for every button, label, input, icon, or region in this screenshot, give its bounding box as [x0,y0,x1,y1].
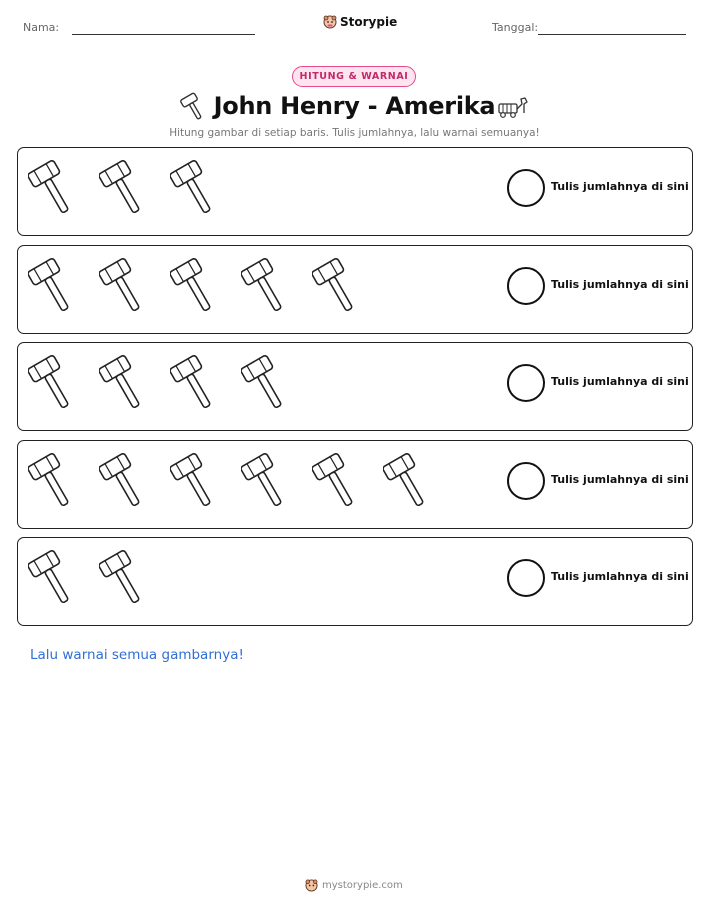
footer-note: Lalu warnai semua gambarnya! [30,647,244,663]
hammer-icon [241,254,289,323]
storypie-logo [323,15,397,29]
answer-label: Tulis jumlahnya di sini [551,472,689,486]
hammer-icon [28,351,76,420]
train-horse-icon [497,95,529,119]
answer-label: Tulis jumlahnya di sini [551,277,689,291]
hammer-icon [170,449,218,518]
worksheet-header [0,14,709,40]
date-field-line [538,34,686,35]
hammer-icon [99,156,147,225]
date-label: Tanggal: [492,21,539,34]
hammer-icon [383,449,431,518]
answer-circle[interactable] [507,267,545,305]
counting-rows [17,147,693,635]
answer-label: Tulis jumlahnya di sini [551,570,689,584]
activity-badge: HITUNG & WARNAI [292,66,416,87]
name-field-line [72,34,255,35]
name-label: Nama: [23,21,60,34]
hammer-icon [241,449,289,518]
counting-row [17,440,693,529]
hammer-icon [170,156,218,225]
counting-row [17,245,693,334]
hammer-icon [99,546,147,615]
storypie-mascot-icon [305,879,318,892]
hammer-icon [312,254,360,323]
counting-row [17,537,693,626]
hammer-icon [99,449,147,518]
hammer-icon [99,351,147,420]
hammer-icon [99,254,147,323]
hammer-icon [28,254,76,323]
answer-circle[interactable] [507,364,545,402]
hammer-icon [170,351,218,420]
footer-brand [305,879,403,892]
answer-circle[interactable] [507,559,545,597]
hammer-icon [241,351,289,420]
answer-label: Tulis jumlahnya di sini [551,375,689,389]
answer-circle[interactable] [507,169,545,207]
hammer-icon [170,254,218,323]
answer-label: Tulis jumlahnya di sini [551,180,689,193]
hammer-icon [28,156,76,225]
instructions: Hitung gambar di setiap baris. Tulis jumlahnya, lalu warnai semuanya! [169,127,540,139]
hammer-icon [312,449,360,518]
page-title: John Henry - Amerika [213,92,496,120]
storypie-mascot-icon [323,15,337,29]
counting-row [17,342,693,431]
hammer-icon [28,449,76,518]
hammer-icon [28,546,76,615]
answer-circle[interactable] [507,462,545,500]
footer-url: mystorypie.com [322,880,403,891]
title-row [0,92,709,124]
counting-row [17,147,693,236]
brand-name: Storypie [340,15,398,29]
